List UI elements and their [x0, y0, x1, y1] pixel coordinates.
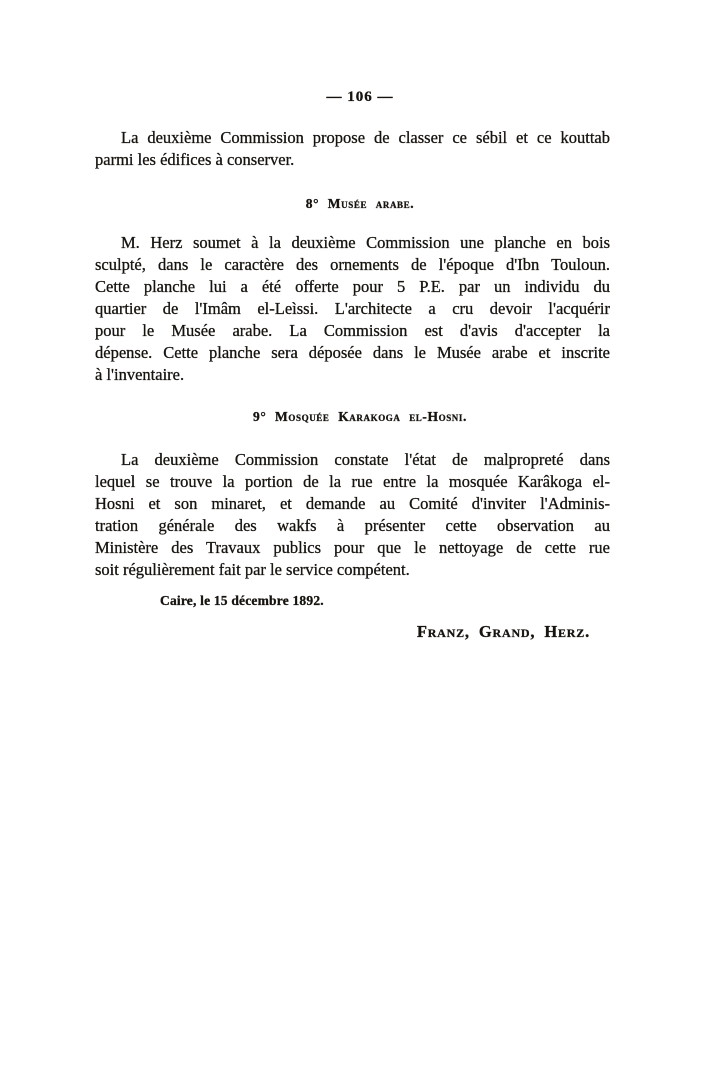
body-line: sculpté, dans le caractère des ornements de l'époque d'Ibn Touloun. — [95, 255, 610, 274]
body-line: tration générale des wakfs à présenter cette observation au — [95, 516, 610, 535]
body-line: dépense. Cette planche sera déposée dans le Musée arabe et inscrite — [95, 343, 610, 362]
body-line: lequel se trouve la portion de la rue entre la mosquée Karâkoga el- — [95, 472, 610, 491]
body-line: La deuxième Commission propose de classer ce sébil et ce kouttab — [121, 128, 610, 147]
body-line: soit régulièrement fait par le service compétent. — [95, 560, 410, 579]
body-line: Ministère des Travaux publics pour que le nettoyage de cette rue — [95, 538, 610, 557]
section-heading-mosquee-karakoga: 9° Mosquée Karakoga el-Hosni. — [253, 409, 467, 424]
body-line: parmi les édifices à conserver. — [95, 150, 295, 169]
body-line: quartier de l'Imâm el-Leìssi. L'architecte a cru devoir l'acquérir — [95, 299, 610, 318]
page-number: — 106 — — [326, 89, 394, 105]
body-line: M. Herz soumet à la deuxième Commission une planche en bois — [121, 233, 610, 252]
body-line: pour le Musée arabe. La Commission est d'avis d'accepter la — [95, 321, 610, 340]
body-line: La deuxième Commission constate l'état de malpropreté dans — [121, 450, 610, 469]
body-line: Cette planche lui a été offerte pour 5 P.E. par un individu du — [95, 277, 610, 296]
dateline: Caire, le 15 décembre 1892. — [160, 593, 324, 608]
signature-names: Franz, Grand, Herz. — [416, 622, 590, 641]
body-line: Hosni et son minaret, et demande au Comité d'inviter l'Adminis- — [95, 494, 610, 513]
section-heading-musee-arabe: 8° Musée arabe. — [305, 196, 415, 211]
intro-paragraph — [95, 127, 610, 171]
section-musee-arabe-paragraph — [95, 232, 610, 386]
section-mosquee-karakoga-paragraph — [95, 449, 610, 581]
body-line: à l'inventaire. — [95, 365, 185, 384]
